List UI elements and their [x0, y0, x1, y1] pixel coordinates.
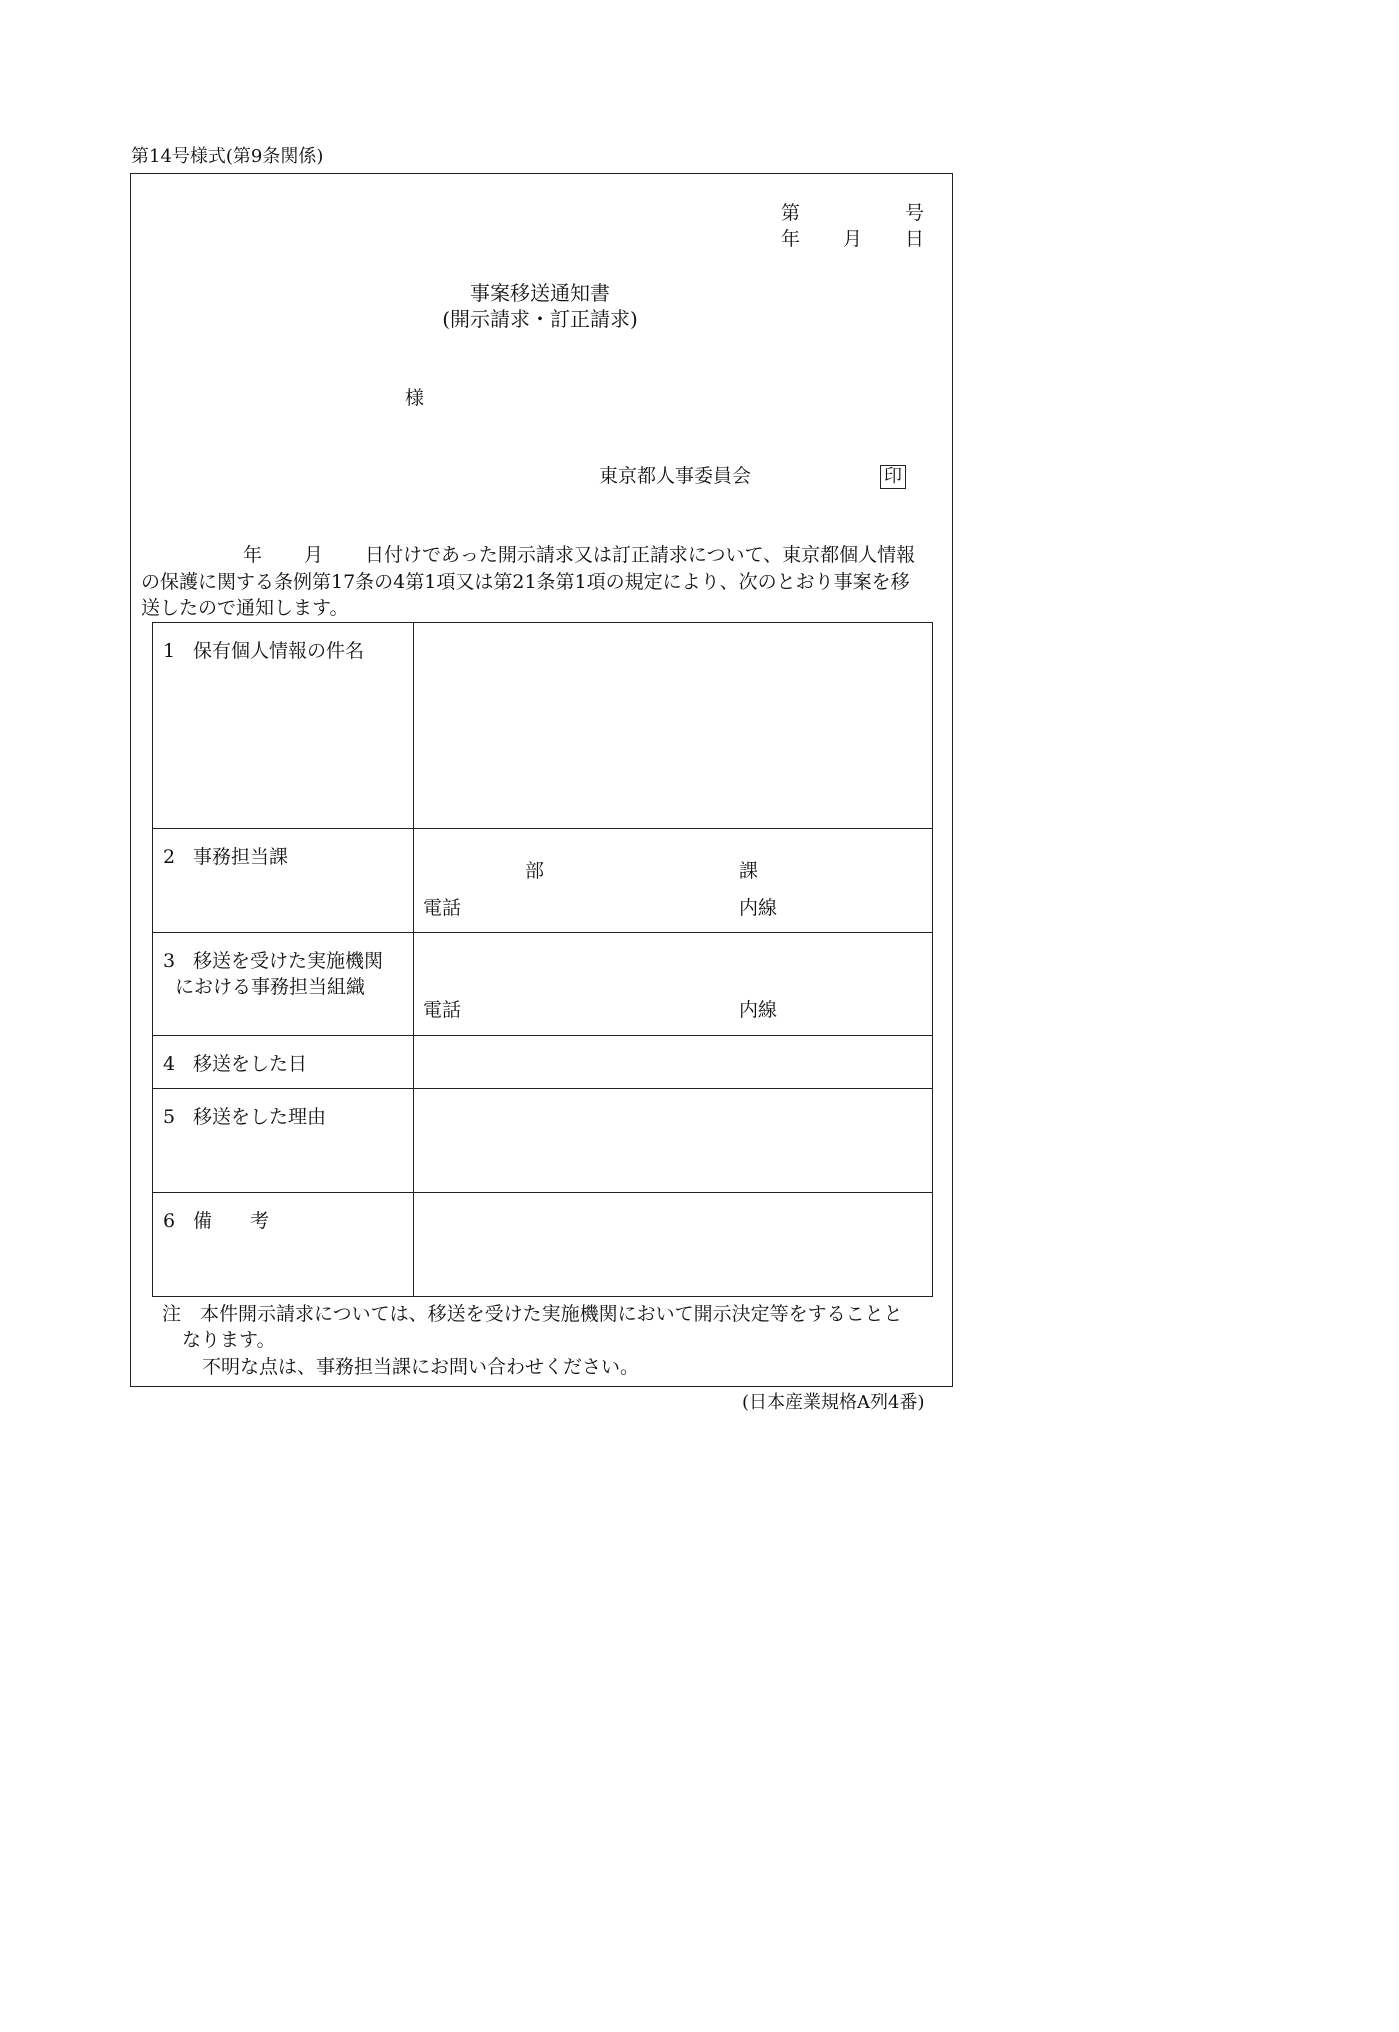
body-text-line-3: 送したので通知します。 [141, 597, 349, 619]
body-month: 月 [304, 544, 324, 566]
table-row [153, 933, 933, 1036]
row-number: 4 [163, 1053, 176, 1075]
row-label: 移送をした理由 [193, 1106, 327, 1128]
transfer-reason-field[interactable] [414, 1089, 933, 1193]
subject-name-field[interactable] [414, 623, 933, 829]
row-label: 移送をした日 [193, 1053, 308, 1075]
row-number: 1 [163, 640, 176, 662]
document-subtitle: (開示請求・訂正請求) [442, 307, 638, 331]
row-label-cell [153, 829, 414, 933]
row-label: 保有個人情報の件名 [193, 640, 365, 662]
seal-mark: 印 [880, 465, 906, 489]
table-row [153, 1193, 933, 1297]
doc-number-prefix: 第 [781, 202, 801, 224]
extension-label: 内線 [739, 999, 778, 1021]
extension-label: 内線 [739, 897, 778, 919]
phone-label: 電話 [423, 897, 462, 919]
receiving-organization-field[interactable] [414, 933, 933, 1036]
doc-number-suffix: 号 [905, 202, 925, 224]
date-day-label: 日 [905, 228, 925, 250]
table-row [153, 1036, 933, 1089]
row-label-continued: における事務担当組織 [175, 975, 366, 998]
detail-table [152, 622, 933, 1297]
row-number: 3 [163, 950, 176, 972]
dept-label: 部 [525, 860, 545, 882]
row-number: 6 [163, 1210, 176, 1232]
body-text-line-2: の保護に関する条例第17条の4第1項又は第21条第1項の規定により、次のとおり事案を移 [141, 571, 910, 593]
body-text-line-1 [243, 546, 915, 565]
row-number: 5 [163, 1106, 176, 1128]
transfer-date-field[interactable] [414, 1036, 933, 1089]
remarks-field[interactable] [414, 1193, 933, 1297]
table-row [153, 1089, 933, 1193]
body-year: 年 [243, 544, 263, 566]
row-number: 2 [163, 846, 176, 868]
row-label-cell [153, 623, 414, 829]
note-line-2: なります。 [182, 1329, 276, 1351]
row-label: 事務担当課 [193, 846, 289, 868]
row-label-cell [153, 933, 414, 1036]
note-line-3: 不明な点は、事務担当課にお問い合わせください。 [202, 1356, 640, 1378]
row-label: 移送を受けた実施機関 [193, 950, 384, 972]
sender-name: 東京都人事委員会 [599, 465, 752, 487]
note-line-1: 注 本件開示請求については、移送を受けた実施機関において開示決定等をすることと [162, 1303, 903, 1325]
paper-size-footer: (日本産業規格A列4番) [742, 1392, 925, 1413]
body-line1-text: 日付けであった開示請求又は訂正請求について、東京都個人情報 [365, 544, 916, 566]
date-month-label: 月 [843, 228, 863, 250]
row-label-cell [153, 1193, 414, 1297]
phone-label: 電話 [423, 999, 462, 1021]
document-title: 事案移送通知書 [470, 281, 610, 305]
date-year-label: 年 [781, 228, 801, 250]
form-number-label: 第14号様式(第9条関係) [131, 146, 324, 167]
row-label-cell [153, 1089, 414, 1193]
section-label: 課 [739, 860, 759, 882]
table-row [153, 829, 933, 933]
row-label-cell [153, 1036, 414, 1089]
office-in-charge-field[interactable] [414, 829, 933, 933]
addressee-honorific: 様 [405, 387, 425, 409]
table-row [153, 623, 933, 829]
row-label: 備 考 [193, 1210, 270, 1232]
